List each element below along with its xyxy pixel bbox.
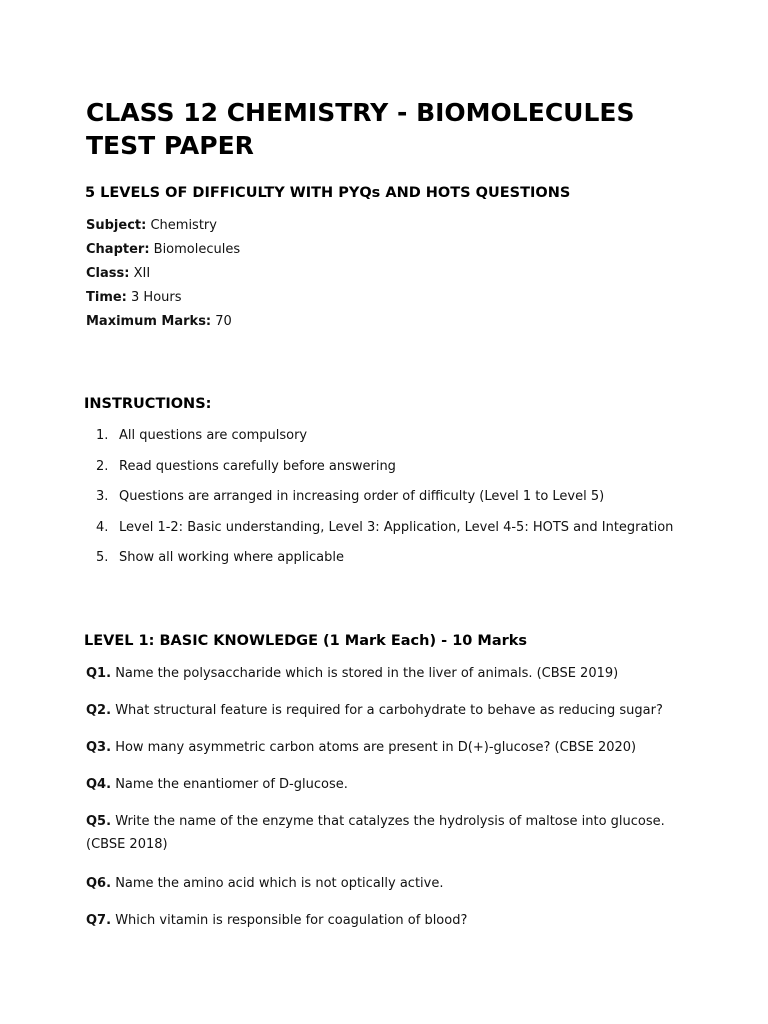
question-number: Q4. [86, 777, 112, 792]
detail-value: Chemistry [150, 218, 217, 233]
question-text: Which vitamin is responsible for coagulation of blood? [115, 913, 468, 928]
question-4 [86, 773, 696, 796]
question-5 [86, 810, 696, 856]
detail-value: XII [133, 266, 151, 281]
question-text: What structural feature is required for a carbohydrate to behave as reducing sugar? [115, 703, 663, 718]
question-number: Q6. [86, 876, 112, 891]
instruction-text: Level 1-2: Basic understanding, Level 3: Application, Level 4-5: HOTS and Integration [119, 519, 674, 535]
instruction-number: 1. [96, 428, 109, 443]
instruction-item [96, 427, 673, 458]
instruction-item [96, 519, 673, 550]
instruction-text: All questions are compulsory [119, 428, 308, 443]
question-number: Q2. [86, 703, 112, 718]
question-text: Name the amino acid which is not optically active. [115, 876, 444, 891]
question-2 [86, 699, 696, 722]
question-text: Name the enantiomer of D-glucose. [115, 777, 348, 792]
instruction-item [96, 549, 673, 580]
detail-subject [86, 217, 240, 241]
instruction-number: 5. [96, 550, 109, 565]
detail-label: Time: [86, 290, 127, 305]
detail-value: 70 [215, 314, 232, 329]
instruction-number: 2. [96, 458, 109, 474]
question-7 [86, 909, 696, 932]
detail-maximum-marks [86, 313, 240, 337]
detail-label: Subject: [86, 218, 147, 233]
question-number: Q7. [86, 913, 112, 928]
document-subtitle: 5 LEVELS OF DIFFICULTY WITH PYQs AND HOTS QUESTIONS [85, 185, 571, 201]
detail-value: 3 Hours [131, 290, 182, 305]
question-number: Q1. [86, 666, 112, 681]
instruction-number: 3. [96, 489, 109, 504]
instructions-heading: INSTRUCTIONS: [84, 396, 212, 412]
detail-label: Class: [86, 266, 130, 281]
detail-label: Maximum Marks: [86, 314, 212, 329]
level-1-heading: LEVEL 1: BASIC KNOWLEDGE (1 Mark Each) - 10 Marks [84, 633, 528, 649]
question-number: Q5. [86, 814, 112, 829]
instruction-text: Read questions carefully before answering [119, 458, 396, 474]
question-text: Write the name of the enzyme that catalyzes the hydrolysis of maltose into glucose. (CBSE 2018) [86, 814, 665, 852]
paper-details [86, 217, 240, 337]
question-3 [86, 736, 696, 759]
question-6 [86, 872, 696, 895]
detail-chapter [86, 241, 240, 265]
instructions-list [96, 427, 673, 580]
instruction-item [96, 458, 673, 489]
detail-time [86, 289, 240, 313]
instruction-number: 4. [96, 519, 109, 535]
document-title: CLASS 12 CHEMISTRY - BIOMOLECULES TEST PAPER [86, 98, 635, 160]
question-text: Name the polysaccharide which is stored in the liver of animals. (CBSE 2019) [115, 666, 619, 681]
detail-class [86, 265, 240, 289]
question-1 [86, 662, 696, 685]
detail-value: Biomolecules [153, 242, 241, 257]
question-text: How many asymmetric carbon atoms are present in D(+)-glucose? (CBSE 2020) [115, 740, 637, 755]
detail-label: Chapter: [86, 242, 150, 257]
question-number: Q3. [86, 740, 112, 755]
instruction-text: Show all working where applicable [119, 550, 344, 565]
instruction-text: Questions are arranged in increasing order of difficulty (Level 1 to Level 5) [119, 489, 605, 504]
instruction-item [96, 488, 673, 519]
